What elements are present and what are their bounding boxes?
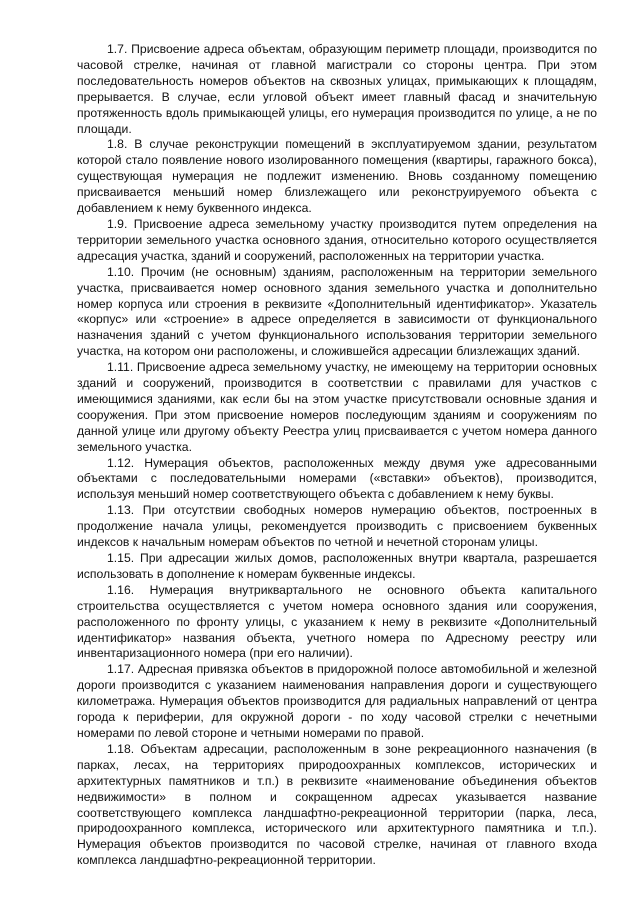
paragraph-1-11: 1.11. Присвоение адреса земельному участку, не имеющему на территории основных зданий и сооружений, производится в соответствии с правилами для участков с имеющимися зданиями, как если бы на этом участке присутствовали основные здания и сооружения. При этом присвоение номеров последующим зданиям и сооружениям по данной улице или другому объекту Реестра улиц присваивается с учетом номера данного земельного участка. (77, 360, 597, 454)
paragraph-1-15: 1.15. При адресации жилых домов, расположенных внутри квартала, разрешается использовать в дополнение к номерам буквенные индексы. (77, 551, 597, 581)
paragraph-1-9: 1.9. Присвоение адреса земельному участку производится путем определения на территории земельного участка основного здания, относительно которого осуществляется адресация участка, зданий и сооружений, расположенных на территории участка. (77, 216, 597, 263)
paragraph-1-17: 1.17. Адресная привязка объектов в придорожной полосе автомобильной и железной дороги производится с указанием наименования направления дороги и существующего километража. Нумерация объектов производится для радиальных направлений от центра города к периферии, для окружной дороги - по ходу часовой стрелки с нечетными номерами по левой стороне и четными номерами по правой. (77, 662, 597, 740)
document-body (77, 42, 597, 869)
paragraph-1-18: 1.18. Объектам адресации, расположенным в зоне рекреационного назначения (в парках, лесах, на территориях природоохранных комплексов, исторических и архитектурных памятников и т.п.) в реквизите «наименование объединения объектов недвижимости» в полном и сокращенном адресах указывается название соответствующего комплекса ландшафтно-рекреационной территории (парка, леса, природоохранного комплекса, исторического или архитектурного памятника и т.п.). Нумерация объектов производится по часовой стрелке, начиная от главного входа комплекса ландшафтно-рекреационной территории. (77, 741, 597, 868)
paragraph-1-16: 1.16. Нумерация внутриквартального не основного объекта капитального строительства осуществляется с учетом номера основного здания или сооружения, расположенного по фронту улицы, с указанием к нему в реквизите «Дополнительный идентификатор» названия объекта, учетного номера по Адресному реестру или инвентаризационного номера (при его наличии). (77, 582, 597, 661)
paragraph-1-12: 1.12. Нумерация объектов, расположенных между двумя уже адресованными объектами с последовательными номерами («вставки» объектов), производится, используя меньший номер соответствующего объекта с добавлением к нему буквы. (77, 455, 597, 502)
paragraph-1-8: 1.8. В случае реконструкции помещений в эксплуатируемом здании, результатом которой стало появление нового изолированного помещения (квартиры, гаражного бокса), существующая нумерация не подлежит изменению. Вновь созданному помещению присваивается меньший номер близлежащего или реконструируемого объекта с добавлением к нему буквенного индекса. (77, 137, 597, 216)
paragraph-1-7: 1.7. Присвоение адреса объектам, образующим периметр площади, производится по часовой стрелке, начиная от главной магистрали со стороны центра. При этом последовательность номеров объектов на сквозных улицах, примыкающих к площадям, прерывается. В случае, если угловой объект имеет главный фасад и значительную протяженность вдоль примыкающей улицы, его нумерация производится по улице, а не по площади. (77, 42, 597, 136)
paragraph-1-13: 1.13. При отсутствии свободных номеров нумерацию объектов, построенных в продолжение начала улицы, рекомендуется производить с присвоением буквенных индексов к начальным номерам объектов по четной и нечетной сторонам улицы. (77, 503, 597, 550)
paragraph-1-10: 1.10. Прочим (не основным) зданиям, расположенным на территории земельного участка, присваивается номер основного здания земельного участка и дополнительно номер корпуса или строения в реквизите «Дополнительный идентификатор». Указатель «корпус» или «строение» в адресе определяется в зависимости от функционального назначения зданий с учетом функционального использования территории земельного участка, на котором они расположены, и сложившейся адресации близлежащих зданий. (77, 264, 597, 359)
